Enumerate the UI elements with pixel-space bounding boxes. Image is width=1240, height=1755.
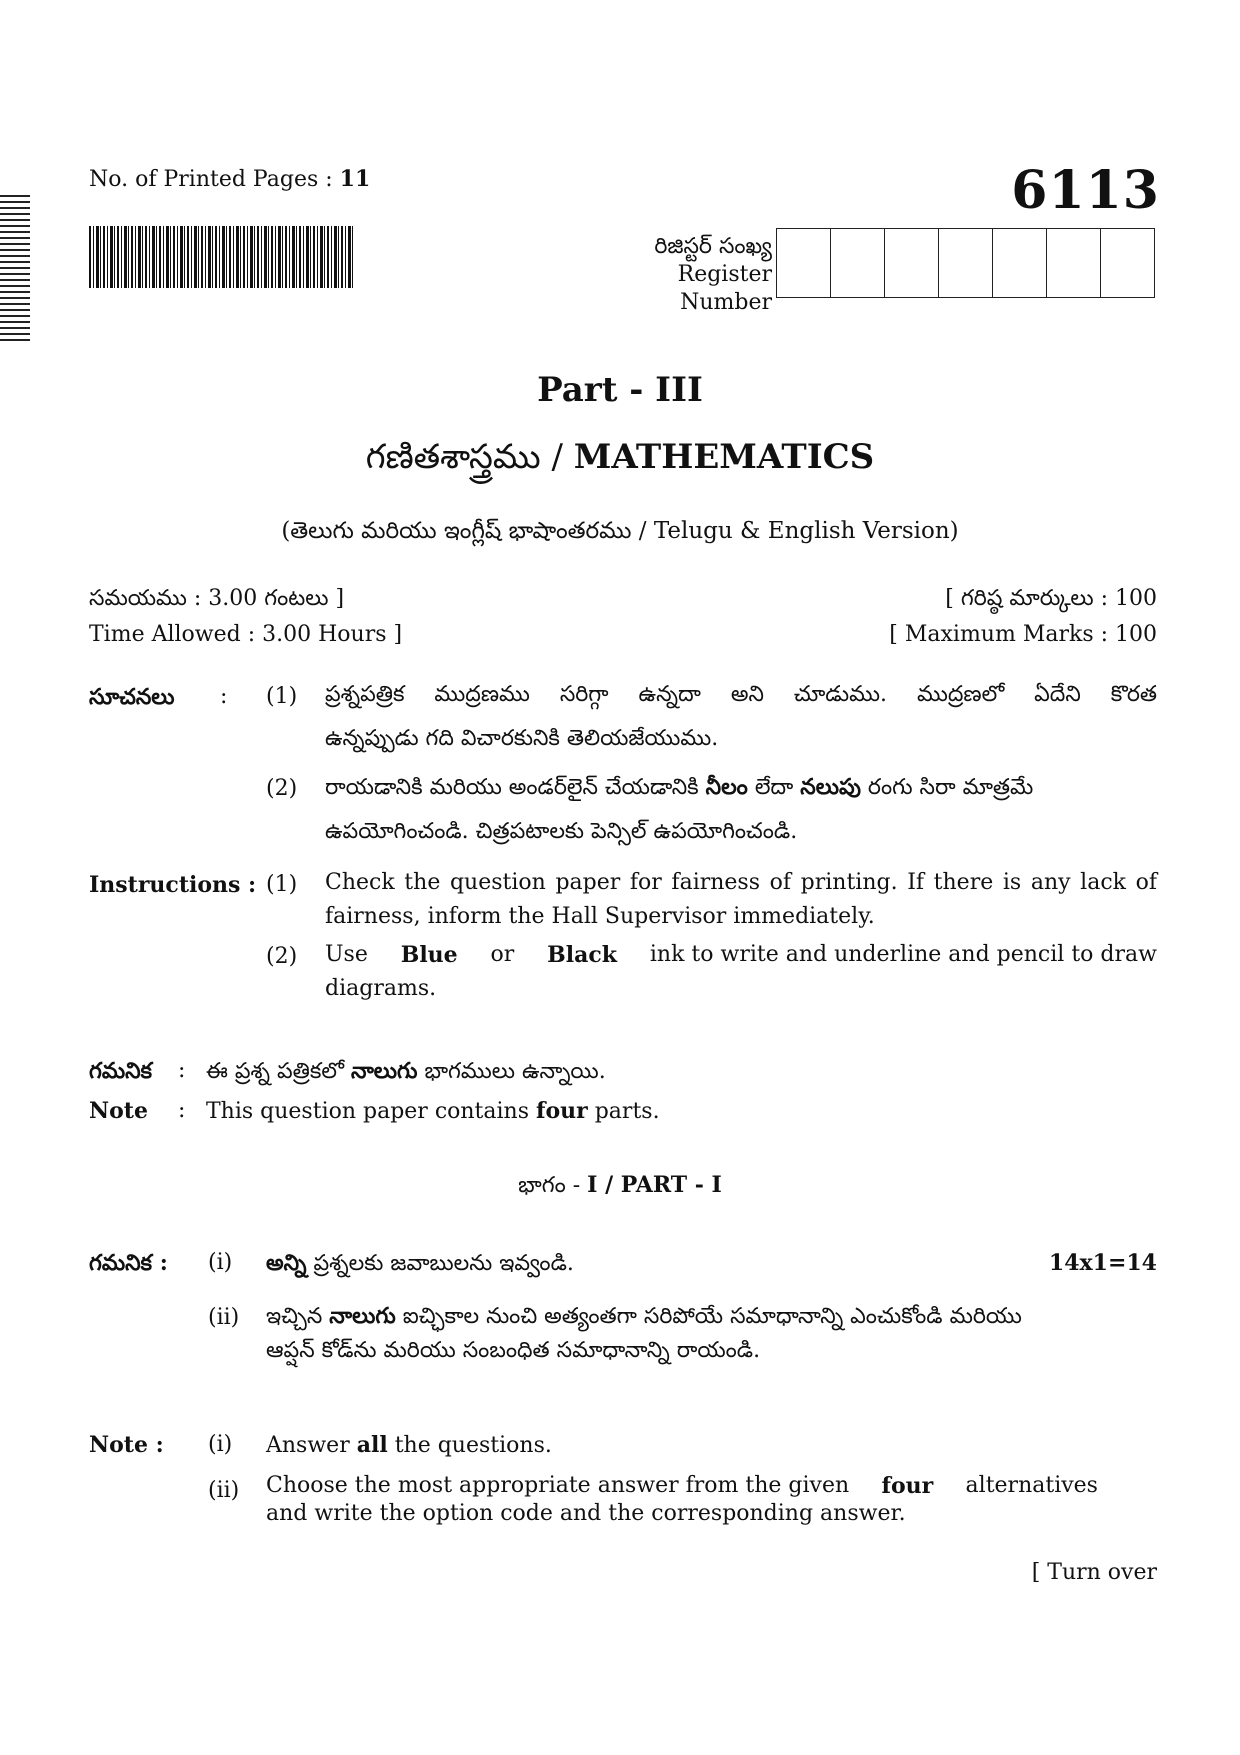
part1-note-te-item-2-line-2: ఆప్షన్ కోడ్‌ను మరియు సంబంధిత సమాధానాన్ని రాయండి.	[266, 1338, 761, 1363]
register-digit-box[interactable]	[885, 229, 939, 297]
printed-pages-label: No. of Printed Pages :	[89, 167, 333, 192]
register-label-en-1: Register	[677, 262, 772, 287]
part-title: Part - III	[537, 370, 703, 410]
edge-tick-strip	[0, 195, 30, 345]
instructions-te-label: సూచనలు	[89, 684, 175, 710]
en-black: Black	[547, 942, 618, 968]
instructions-en-num-2: (2)	[266, 944, 298, 969]
part1-note-en-item-2	[266, 1472, 1098, 1528]
te-text: భాగములు ఉన్నాయి.	[417, 1059, 606, 1084]
instructions-te-num-2: (2)	[266, 776, 298, 801]
part1-note-te-num-1: (i)	[208, 1250, 233, 1275]
time-en: Time Allowed : 3.00 Hours ]	[89, 622, 403, 647]
instructions-te-item-1-line-2: ఉన్నప్పుడు గది విచారకునికి తెలియజేయుము.	[325, 726, 719, 751]
part1-note-te-item-2	[266, 1299, 1106, 1368]
instructions-te-item-1-line-1: ప్రశ్నపత్రిక ముద్రణము సరిగ్గా ఉన్నదా అని చూడుము. ముద్రణలో ఏదేని కొరత	[325, 682, 1157, 707]
register-digit-box[interactable]	[831, 229, 885, 297]
part1-note-te-label: గమనిక :	[89, 1250, 168, 1276]
part1-marks: 14x1=14	[1048, 1250, 1157, 1276]
en-text: parts.	[587, 1099, 660, 1124]
instructions-en-label: Instructions :	[89, 872, 257, 898]
instructions-en-item-2-line-2: diagrams.	[325, 976, 437, 1001]
te-black: నలుపు	[800, 774, 861, 800]
turn-over: [ Turn over	[1031, 1560, 1157, 1585]
te-text: ఈ ప్రశ్న పత్రికలో	[206, 1059, 351, 1084]
register-digit-box[interactable]	[1101, 229, 1154, 297]
instructions-en-item-2-line-1	[325, 938, 1157, 972]
register-digit-box[interactable]	[939, 229, 993, 297]
instructions-te-item-2-line-1	[325, 770, 1157, 805]
instructions-te-item-1	[325, 678, 1157, 756]
note-parts-te-colon: :	[178, 1058, 186, 1083]
note-parts-te-label: గమనిక	[89, 1058, 153, 1084]
part1-note-en-num-2: (ii)	[208, 1478, 240, 1503]
part1-note-en-item-1	[266, 1432, 552, 1458]
instructions-te-item-2-line-2: ఉపయోగించండి. చిత్రపటాలకు పెన్సిల్ ఉపయోగించండి.	[325, 819, 798, 844]
time-marks-te	[89, 586, 1157, 616]
note-parts-en-label: Note	[89, 1098, 148, 1124]
part1-note-te-item-1	[266, 1250, 574, 1281]
en-text: alternatives	[965, 1473, 1098, 1498]
en-all: all	[356, 1432, 388, 1458]
te-text: రంగు సిరా మాత్రమే	[860, 775, 1034, 800]
te-four: నాలుగు	[350, 1058, 418, 1084]
en-text: ink to write and underline and pencil to draw	[649, 942, 1157, 967]
instructions-en-item-2	[325, 938, 1157, 1006]
time-te: సమయము : 3.00 గంటలు ]	[89, 586, 345, 611]
part1-note-en-label: Note :	[89, 1432, 164, 1458]
printed-pages	[89, 166, 370, 192]
te-blue: నీలం	[705, 774, 748, 800]
note-parts-en-colon: :	[178, 1098, 186, 1123]
register-digit-box[interactable]	[993, 229, 1047, 297]
te-text: రాయడానికి మరియు అండర్‌లైన్ చేయడానికి	[325, 775, 706, 800]
note-parts-en-text	[206, 1098, 660, 1124]
marks-te: [ గరిష్ఠ మార్కులు : 100	[945, 586, 1157, 611]
instructions-en-item-1-line-1: Check the question paper for fairness of printing. If there is any lack of	[325, 870, 1157, 895]
en-text: or	[490, 942, 515, 967]
te-text: ఐచ్ఛికాల నుంచి అత్యంతగా సరిపోయే సమాధానాన్ని ఎంచుకోండి మరియు	[395, 1304, 1022, 1329]
en-text: Use	[325, 942, 368, 967]
barcode	[89, 226, 353, 288]
en-text: This question paper contains	[206, 1099, 536, 1124]
version-line: (తెలుగు మరియు ఇంగ్లీష్ భాషాంతరము / Telugu & English Version)	[281, 518, 959, 544]
instructions-te-colon: :	[220, 684, 228, 709]
instructions-te-num-1: (1)	[266, 684, 298, 709]
instructions-en-num-1: (1)	[266, 872, 298, 897]
subject-en: MATHEMATICS	[573, 437, 875, 477]
subject-title	[0, 437, 1240, 485]
register-number-boxes	[776, 228, 1155, 298]
te-all: అన్ని	[266, 1250, 307, 1276]
part1-note-en-item-2-line-2: and write the option code and the corresponding answer.	[266, 1501, 906, 1526]
note-parts-te-text	[206, 1058, 606, 1089]
instructions-en-item-1-line-2: fairness, inform the Hall Supervisor immediately.	[325, 904, 875, 929]
marks-en: [ Maximum Marks : 100	[889, 622, 1157, 647]
te-text: ఇచ్చిన	[266, 1304, 330, 1329]
en-four: four	[881, 1473, 934, 1499]
en-four: four	[536, 1098, 588, 1124]
en-text: the questions.	[387, 1433, 552, 1458]
register-label-en-2: Number	[680, 290, 772, 315]
te-text: ప్రశ్నలకు జవాబులను ఇవ్వండి.	[306, 1251, 574, 1276]
part1-note-en-num-1: (i)	[208, 1432, 233, 1457]
section-heading-en: I / PART - I	[587, 1172, 722, 1198]
te-four: నాలుగు	[329, 1303, 396, 1329]
en-text: Choose the most appropriate answer from the given	[266, 1473, 850, 1498]
register-digit-box[interactable]	[777, 229, 831, 297]
paper-code: 6113	[1011, 160, 1160, 221]
register-label-te: రిజిస్టర్ సంఖ్య	[654, 234, 772, 259]
en-blue: Blue	[400, 942, 458, 968]
register-digit-box[interactable]	[1047, 229, 1101, 297]
printed-pages-value: 11	[339, 166, 371, 192]
te-text: లేదా	[747, 775, 801, 800]
section-heading-te: భాగం -	[518, 1173, 588, 1198]
part1-note-te-item-2-line-1	[266, 1299, 1106, 1334]
en-text: Answer	[266, 1433, 357, 1458]
part1-note-en-item-2-line-1	[266, 1472, 1098, 1500]
subject-te: గణితశాస్త్రము /	[365, 437, 563, 477]
time-marks-en	[89, 622, 1157, 647]
instructions-en-item-1	[325, 866, 1157, 934]
part1-note-te-num-2: (ii)	[208, 1305, 240, 1330]
register-label	[654, 233, 772, 317]
section-heading	[0, 1172, 1240, 1203]
instructions-te-item-2	[325, 770, 1157, 849]
